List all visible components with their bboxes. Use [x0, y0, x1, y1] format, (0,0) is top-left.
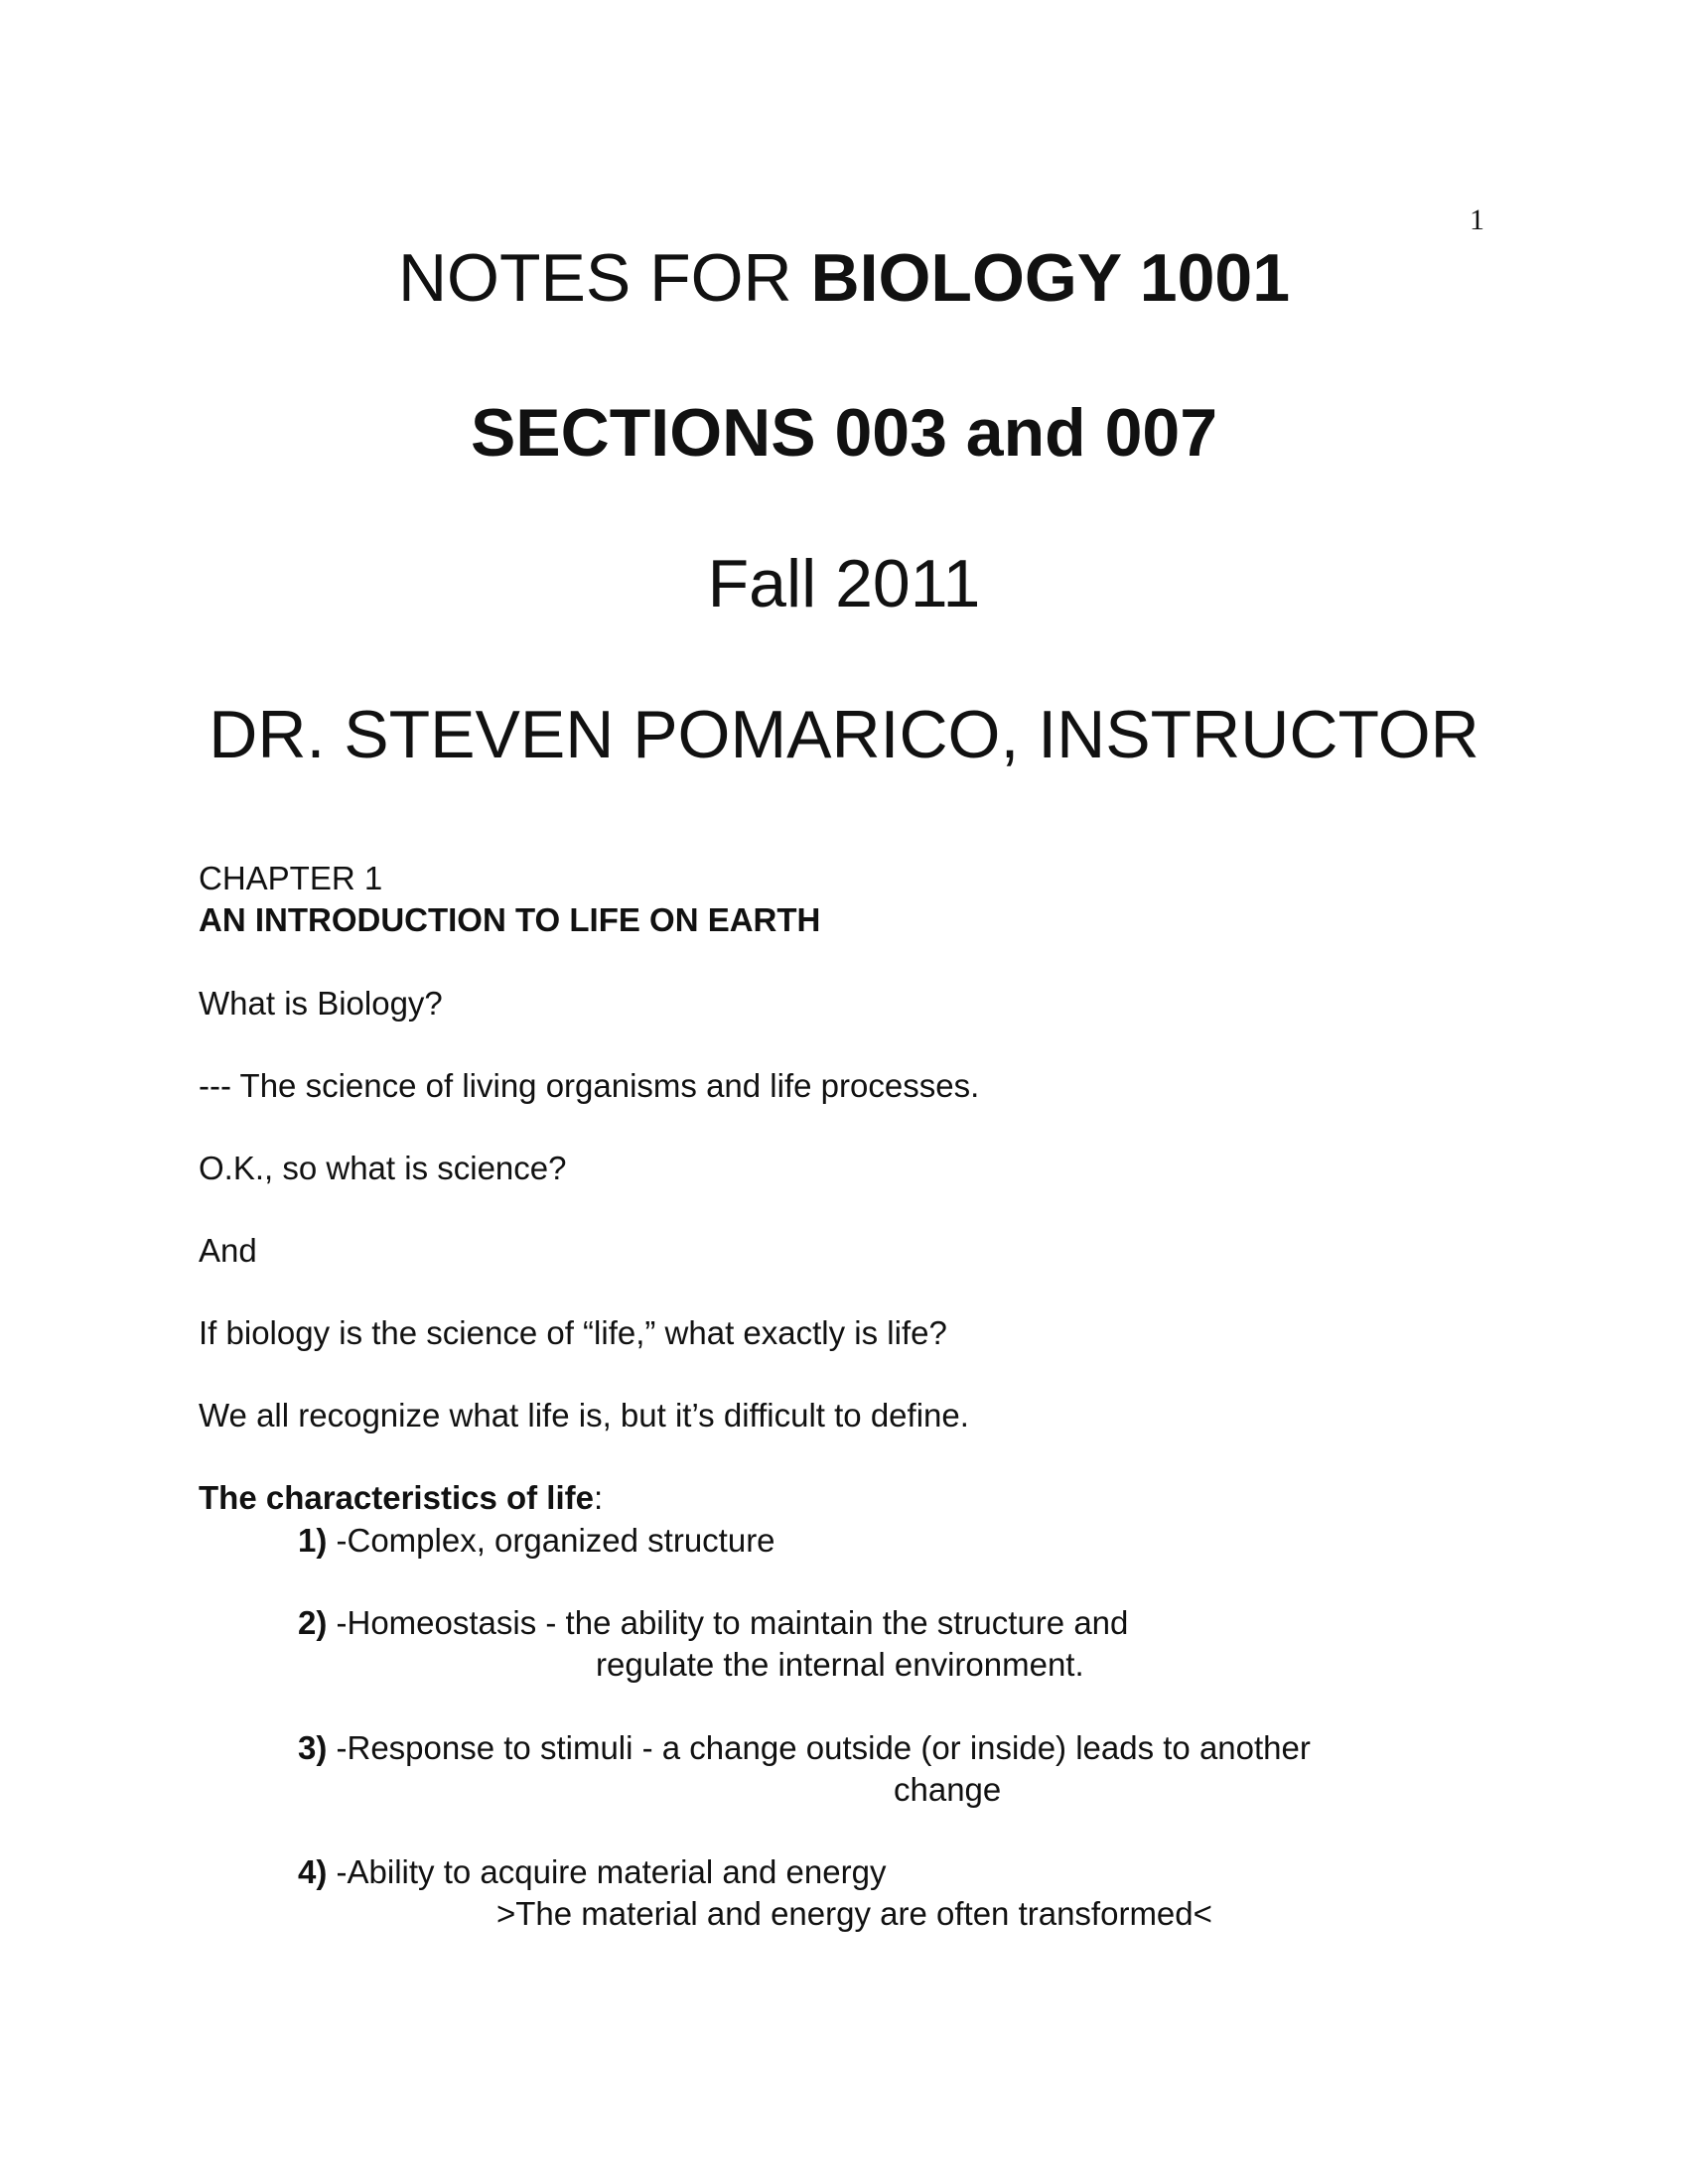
chapter-title: AN INTRODUCTION TO LIFE ON EARTH: [199, 901, 821, 938]
list-item-number: 3): [298, 1729, 328, 1766]
list-item-number: 4): [298, 1853, 328, 1890]
list-item: [298, 1851, 886, 1893]
instructor-line: DR. STEVEN POMARICO, INSTRUCTOR: [209, 697, 1479, 772]
characteristics-heading: [199, 1477, 603, 1519]
list-item-number: 2): [298, 1604, 328, 1641]
list-item-text: -Complex, organized structure: [327, 1522, 775, 1559]
list-item: [298, 1602, 1128, 1644]
list-item-number: 1): [298, 1522, 328, 1559]
list-item-continuation: >The material and energy are often transformed<: [496, 1895, 1212, 1932]
sections-line: SECTIONS 003 and 007: [470, 395, 1218, 471]
list-item-text: -Homeostasis - the ability to maintain the structure and: [327, 1604, 1129, 1641]
title-regular-part: NOTES FOR: [397, 240, 811, 316]
list-item-text: -Ability to acquire material and energy: [327, 1853, 887, 1890]
page-number: 1: [1470, 204, 1484, 236]
paragraph: O.K., so what is science?: [199, 1150, 567, 1186]
chapter-label: CHAPTER 1: [199, 860, 383, 896]
list-item-text: -Response to stimuli - a change outside (or inside) leads to another: [327, 1729, 1311, 1766]
title-bold-part: BIOLOGY 1001: [810, 240, 1291, 316]
list-item-continuation: regulate the internal environment.: [596, 1646, 1084, 1683]
list-item-continuation: change: [894, 1771, 1002, 1808]
paragraph: What is Biology?: [199, 985, 443, 1022]
characteristics-heading-text: The characteristics of life: [199, 1479, 594, 1516]
paragraph: --- The science of living organisms and life processes.: [199, 1067, 980, 1104]
document-title: [0, 238, 1688, 318]
paragraph: If biology is the science of “life,” what exactly is life?: [199, 1314, 947, 1351]
list-item: [298, 1520, 775, 1562]
paragraph: And: [199, 1232, 257, 1269]
paragraph: We all recognize what life is, but it’s difficult to define.: [199, 1397, 969, 1433]
heading-colon: :: [593, 1479, 604, 1516]
term-line: Fall 2011: [707, 546, 981, 621]
list-item: [298, 1727, 1311, 1769]
